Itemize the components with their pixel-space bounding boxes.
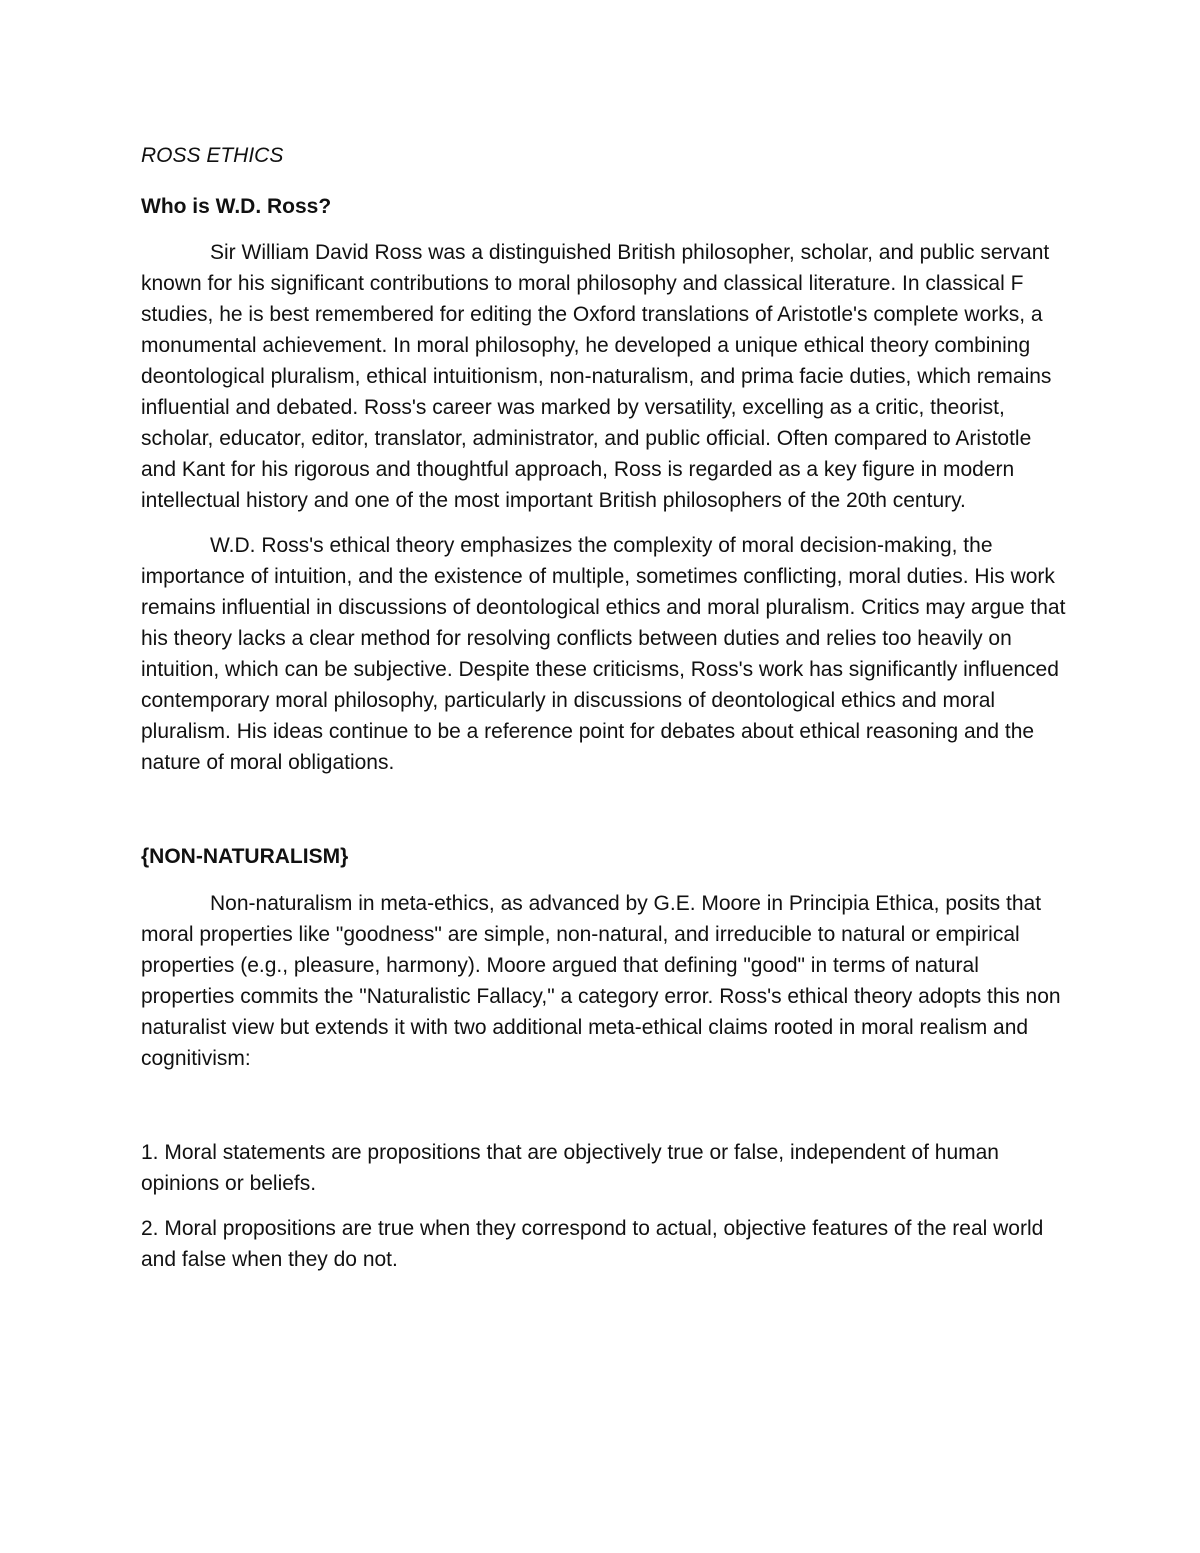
- document-title: ROSS ETHICS: [141, 144, 284, 167]
- section-heading-non-naturalism: {NON-NATURALISM}: [141, 845, 349, 868]
- list-item: 2. Moral propositions are true when they correspond to actual, objective features of the real world and false when they do not.: [141, 1217, 1044, 1271]
- list-item: 1. Moral statements are propositions that are objectively true or false, independent of human opinions or beliefs.: [141, 1141, 999, 1195]
- document-body: [141, 140, 1066, 1289]
- paragraph-ross-biography: Sir William David Ross was a distinguished British philosopher, scholar, and public servant known for his significant contributions to moral philosophy and classical literature. In classical F studies, he is best remembered for editing the Oxford translations of Aristotle's complete works, a monumental achievement. In moral philosophy, he developed a unique ethical theory combining deontological pluralism, ethical intuitionism, non-naturalism, and prima facie duties, which remains influential and debated. Ross's career was marked by versatility, excelling as a critic, theorist, scholar, educator, editor, translator, administrator, and public official. Often compared to Aristotle and Kant for his rigorous and thoughtful approach, Ross is regarded as a key figure in modern intellectual history and one of the most important British philosophers of the 20th century.: [141, 241, 1052, 512]
- section-heading-who-is-ross: Who is W.D. Ross?: [141, 195, 332, 218]
- paragraph-ross-theory: W.D. Ross's ethical theory emphasizes the complexity of moral decision-making, the importance of intuition, and the existence of multiple, sometimes conflicting, moral duties. His work remains influential in discussions of deontological ethics and moral pluralism. Critics may argue that his theory lacks a clear method for resolving conflicts between duties and relies too heavily on intuition, which can be subjective. Despite these criticisms, Ross's work has significantly influenced contemporary moral philosophy, particularly in discussions of deontological ethics and moral pluralism. His ideas continue to be a reference point for debates about ethical reasoning and the nature of moral obligations.: [141, 534, 1066, 774]
- paragraph-non-naturalism: Non-naturalism in meta-ethics, as advanced by G.E. Moore in Principia Ethica, posits that moral properties like "goodness" are simple, non-natural, and irreducible to natural or empirical properties (e.g., pleasure, harmony). Moore argued that defining "good" in terms of natural properties commits the "Naturalistic Fallacy," a category error. Ross's ethical theory adopts this non naturalist view but extends it with two additional meta-ethical claims rooted in moral realism and cognitivism:: [141, 892, 1061, 1070]
